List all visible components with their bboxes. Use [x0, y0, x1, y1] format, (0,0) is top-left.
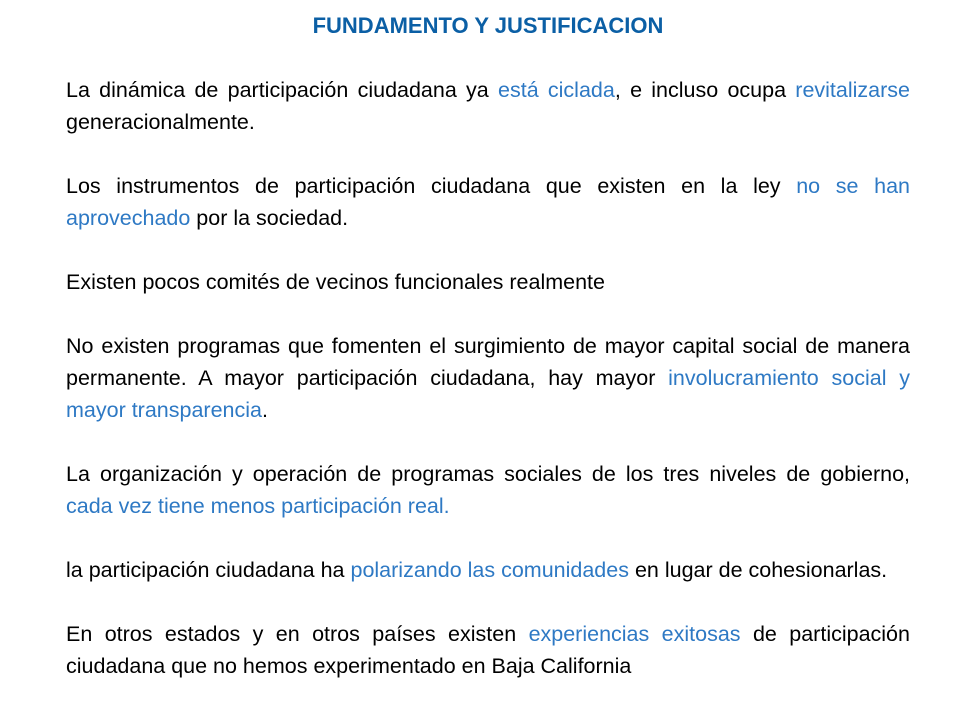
paragraph: [66, 74, 910, 138]
paragraph: [66, 458, 910, 522]
slide-title: FUNDAMENTO Y JUSTIFICACION: [312, 13, 664, 38]
body-text: por la sociedad.: [190, 206, 349, 230]
highlighted-text: polarizando las comunidades: [350, 558, 629, 582]
paragraph: [66, 170, 910, 234]
body-text: de participación ciudadana que no hemos experimentado en Baja California: [66, 622, 910, 678]
highlighted-text: cada vez tiene menos participación real.: [66, 494, 450, 518]
paragraph: [66, 266, 910, 298]
body-text: En otros estados y en otros países existen: [66, 622, 529, 646]
highlighted-text: no se han aprovechado: [66, 174, 910, 230]
body-text: No existen programas que fomenten el surgimiento de mayor capital social de manera permanente. A mayor participación ciudadana, hay mayor: [66, 334, 910, 390]
highlighted-text: involucramiento social y mayor transparencia: [66, 366, 910, 422]
body-text: la participación ciudadana ha: [66, 558, 351, 582]
body-text: La dinámica de participación ciudadana ya: [66, 78, 499, 102]
slide-body: [66, 74, 910, 682]
paragraph: [66, 618, 910, 682]
highlighted-text: experiencias exitosas: [528, 622, 741, 646]
paragraph: [66, 330, 910, 426]
highlighted-text: está ciclada: [498, 78, 615, 102]
highlighted-text: revitalizarse: [795, 78, 910, 102]
body-text: en lugar de cohesionarlas.: [628, 558, 888, 582]
body-text: Existen pocos comités de vecinos funcionales realmente: [66, 270, 605, 294]
paragraph: [66, 554, 910, 586]
body-text: La organización y operación de programas sociales de los tres niveles de gobierno,: [66, 462, 910, 486]
body-text: Los instrumentos de participación ciudadana que existen en la ley: [66, 174, 797, 198]
body-text: .: [261, 398, 268, 422]
body-text: , e incluso ocupa: [614, 78, 796, 102]
body-text: generacionalmente.: [66, 110, 255, 134]
